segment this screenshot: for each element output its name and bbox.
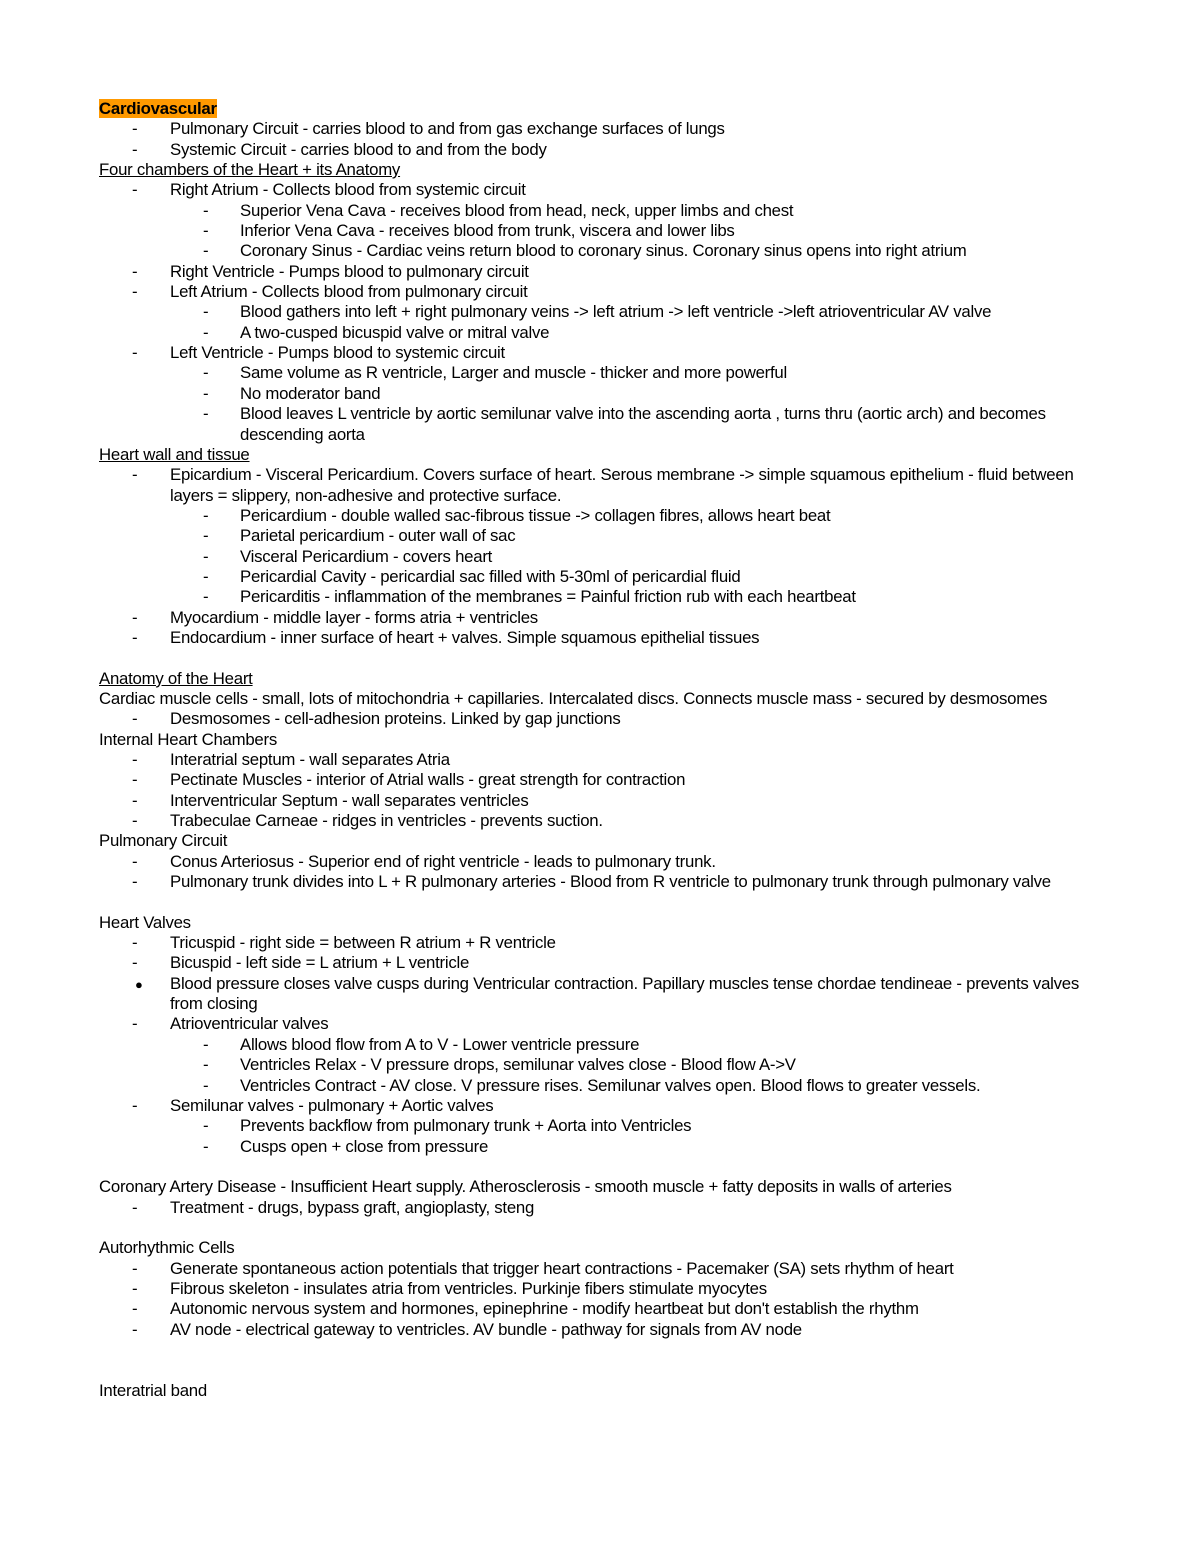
line-text: Ventricles Relax - V pressure drops, semilunar valves close - Blood flow A->V (240, 1055, 796, 1075)
line-text: Atrioventricular valves (170, 1014, 329, 1034)
line-text: Epicardium - Visceral Pericardium. Covers surface of heart. Serous membrane -> simple squamous epithelium - fluid between layers = slippery, non-adhesive and protective surface. (170, 465, 1074, 505)
line-text: Left Ventricle - Pumps blood to systemic circuit (170, 343, 505, 363)
dash-marker: - (203, 546, 209, 566)
list-item (99, 1279, 1099, 1299)
list-item (99, 628, 1099, 648)
line-text: Trabeculae Carneae - ridges in ventricles - prevents suction. (170, 811, 603, 831)
sub-list-item (99, 363, 1099, 383)
line-text: Allows blood flow from A to V - Lower ventricle pressure (240, 1034, 640, 1054)
line-text: Heart wall and tissue (99, 444, 250, 464)
dash-marker: - (132, 872, 138, 892)
dash-marker: - (203, 526, 209, 546)
dash-marker: - (132, 282, 138, 302)
list-item (99, 933, 1099, 953)
dash-marker: - (132, 139, 138, 159)
dash-marker: - (203, 200, 209, 220)
dash-marker: - (203, 322, 209, 342)
line-text: Interventricular Septum - wall separates ventricles (170, 790, 529, 810)
dash-marker: - (132, 770, 138, 790)
line-text: Internal Heart Chambers (99, 729, 277, 749)
list-item (99, 791, 1099, 811)
sub-list-item (99, 241, 1099, 261)
line-text: Heart Valves (99, 912, 191, 932)
list-item (99, 953, 1099, 973)
line-text: Anatomy of the Heart (99, 668, 253, 688)
list-item (99, 608, 1099, 628)
line-text: Blood gathers into left + right pulmonary veins -> left atrium -> left ventricle ->left atrioventricular AV valve (240, 302, 992, 322)
line-text: Ventricles Contract - AV close. V pressure rises. Semilunar valves open. Blood flows to greater vessels. (240, 1075, 981, 1095)
dash-marker: - (132, 1197, 138, 1217)
line-text: Parietal pericardium - outer wall of sac (240, 526, 516, 546)
dash-marker: - (203, 1075, 209, 1095)
dash-marker: - (132, 627, 138, 647)
list-item (99, 1259, 1099, 1279)
dash-marker: - (132, 811, 138, 831)
sub-list-item (99, 323, 1099, 343)
sub-list-item (99, 587, 1099, 607)
line-text: AV node - electrical gateway to ventricles. AV bundle - pathway for signals from AV node (170, 1319, 802, 1339)
line-text: Endocardium - inner surface of heart + valves. Simple squamous epithelial tissues (170, 627, 760, 647)
paragraph-line (99, 730, 1099, 750)
list-item (99, 1320, 1099, 1340)
line-text: Superior Vena Cava - receives blood from head, neck, upper limbs and chest (240, 200, 794, 220)
line-text: Fibrous skeleton - insulates atria from ventricles. Purkinje fibers stimulate myocytes (170, 1278, 767, 1298)
line-text: Cusps open + close from pressure (240, 1136, 489, 1156)
dash-marker: - (203, 363, 209, 383)
list-item (99, 770, 1099, 790)
list-item (99, 750, 1099, 770)
list-item (99, 709, 1099, 729)
line-text: Right Ventricle - Pumps blood to pulmonary circuit (170, 261, 529, 281)
line-text: Pericardial Cavity - pericardial sac filled with 5-30ml of pericardial fluid (240, 566, 741, 586)
section-heading (99, 160, 1099, 180)
line-text: Same volume as R ventricle, Larger and muscle - thicker and more powerful (240, 363, 787, 383)
paragraph-line (99, 689, 1099, 709)
list-item (99, 811, 1099, 831)
dash-marker: - (132, 607, 138, 627)
dash-marker: - (132, 1278, 138, 1298)
line-text: Pericardium - double walled sac-fibrous tissue -> collagen fibres, allows heart beat (240, 505, 831, 525)
line-text: A two-cusped bicuspid valve or mitral valve (240, 322, 550, 342)
document-lines (99, 119, 1099, 1401)
line-text: Pulmonary trunk divides into L + R pulmonary arteries - Blood from R ventricle to pulmonary trunk through pulmonary valve (170, 872, 1051, 892)
list-item (99, 140, 1099, 160)
list-item (99, 119, 1099, 139)
section-heading (99, 669, 1099, 689)
dash-marker: - (132, 1258, 138, 1278)
line-text: Four chambers of the Heart + its Anatomy (99, 160, 401, 180)
dash-marker: - (132, 119, 138, 139)
line-text: Interatrial septum - wall separates Atria (170, 750, 450, 769)
list-item (99, 1299, 1099, 1319)
blank-line (99, 648, 1099, 668)
sub-list-item (99, 1055, 1099, 1075)
sub-list-item (99, 526, 1099, 546)
blank-line (99, 1360, 1099, 1380)
sub-list-item (99, 221, 1099, 241)
line-text: Treatment - drugs, bypass graft, angioplasty, steng (170, 1197, 535, 1217)
dash-marker: - (203, 221, 209, 241)
sub-list-item (99, 302, 1099, 322)
line-text: Myocardium - middle layer - forms atria + ventricles (170, 607, 538, 627)
list-item (99, 852, 1099, 872)
line-text: Pericarditis - inflammation of the membranes = Painful friction rub with each heartbeat (240, 587, 856, 607)
dash-marker: - (203, 1116, 209, 1136)
dash-marker: - (132, 953, 138, 973)
paragraph-line (99, 1177, 1099, 1197)
paragraph-line (99, 913, 1099, 933)
line-text: Bicuspid - left side = L atrium + L ventricle (170, 953, 470, 973)
list-item (99, 465, 1099, 506)
line-text: Conus Arteriosus - Superior end of right ventricle - leads to pulmonary trunk. (170, 851, 716, 871)
line-text: Prevents backflow from pulmonary trunk + Aorta into Ventricles (240, 1116, 692, 1136)
list-item (99, 1014, 1099, 1034)
line-text: Pulmonary Circuit (99, 831, 228, 851)
dash-marker: - (132, 343, 138, 363)
dash-marker: - (132, 1319, 138, 1339)
line-text: Coronary Sinus - Cardiac veins return blood to coronary sinus. Coronary sinus opens into right atrium (240, 241, 967, 261)
dash-marker: - (203, 302, 209, 322)
blank-line (99, 1218, 1099, 1238)
line-text: Tricuspid - right side = between R atrium + R ventricle (170, 933, 556, 953)
line-text: Autorhythmic Cells (99, 1238, 235, 1258)
list-item (99, 282, 1099, 302)
dash-marker: - (132, 933, 138, 953)
list-item (99, 262, 1099, 282)
dash-marker: - (132, 750, 138, 769)
sub-list-item (99, 567, 1099, 587)
document-title-line (99, 99, 1099, 119)
dash-marker: - (132, 1299, 138, 1319)
line-text: Pectinate Muscles - interior of Atrial walls - great strength for contraction (170, 770, 686, 790)
sub-list-item (99, 1116, 1099, 1136)
line-text: Coronary Artery Disease - Insufficient Heart supply. Atherosclerosis - smooth muscle + fatty deposits in walls of arteries (99, 1177, 952, 1197)
sub-list-item (99, 384, 1099, 404)
dash-marker: - (203, 587, 209, 607)
dash-marker: - (132, 851, 138, 871)
sub-list-item (99, 1076, 1099, 1096)
sub-list-item (99, 1035, 1099, 1055)
line-text: Semilunar valves - pulmonary + Aortic valves (170, 1095, 494, 1115)
list-item (99, 872, 1099, 892)
sub-list-item (99, 506, 1099, 526)
list-item (99, 180, 1099, 200)
dash-marker: - (203, 404, 209, 424)
line-text: Blood leaves L ventricle by aortic semilunar valve into the ascending aorta , turns thru (aortic arch) and becomes descending aorta (240, 404, 1046, 444)
blank-line (99, 1340, 1099, 1360)
dash-marker: - (132, 180, 138, 200)
dash-marker: - (132, 261, 138, 281)
line-text: Autonomic nervous system and hormones, epinephrine - modify heartbeat but don't establish the rhythm (170, 1299, 919, 1319)
paragraph-line (99, 831, 1099, 851)
line-text: Visceral Pericardium - covers heart (240, 546, 493, 566)
document-title: Cardiovascular (99, 99, 217, 118)
sub-list-item (99, 547, 1099, 567)
list-item (99, 1096, 1099, 1116)
dash-marker: - (203, 383, 209, 403)
dash-marker: - (203, 566, 209, 586)
line-text: Generate spontaneous action potentials that trigger heart contractions - Pacemaker (SA) sets rhythm of heart (170, 1258, 954, 1278)
bullet-marker: ● (135, 976, 143, 992)
line-text: Interatrial band (99, 1380, 207, 1400)
line-text: Inferior Vena Cava - receives blood from trunk, viscera and lower libs (240, 221, 735, 241)
line-text: Blood pressure closes valve cusps during Ventricular contraction. Papillary muscles tense chordae tendineae - prevents valves from closing (170, 973, 1079, 1014)
sub-list-item (99, 1137, 1099, 1157)
line-text: Cardiac muscle cells - small, lots of mitochondria + capillaries. Intercalated discs. Connects muscle mass - secured by desmosomes (99, 688, 1048, 708)
dash-marker: - (203, 1055, 209, 1075)
dash-marker: - (203, 1136, 209, 1156)
line-text: No moderator band (240, 383, 381, 403)
list-item (99, 1198, 1099, 1218)
line-text: Pulmonary Circuit - carries blood to and from gas exchange surfaces of lungs (170, 119, 725, 139)
line-text: Systemic Circuit - carries blood to and from the body (170, 139, 547, 159)
sub-list-item (99, 201, 1099, 221)
dash-marker: - (132, 465, 138, 485)
line-text: Right Atrium - Collects blood from systemic circuit (170, 180, 526, 200)
line-text: Desmosomes - cell-adhesion proteins. Linked by gap junctions (170, 709, 621, 729)
dash-marker: - (203, 241, 209, 261)
dash-marker: - (132, 709, 138, 729)
blank-line (99, 1157, 1099, 1177)
dash-marker: - (203, 505, 209, 525)
paragraph-line (99, 1238, 1099, 1258)
dash-marker: - (132, 1095, 138, 1115)
dash-marker: - (203, 1034, 209, 1054)
line-text: Left Atrium - Collects blood from pulmonary circuit (170, 282, 528, 302)
blank-line (99, 892, 1099, 912)
paragraph-line (99, 1381, 1099, 1401)
dash-marker: - (132, 790, 138, 810)
section-heading (99, 445, 1099, 465)
list-item (99, 343, 1099, 363)
document-body (99, 99, 1099, 1401)
dash-marker: - (132, 1014, 138, 1034)
sub-list-item (99, 404, 1099, 445)
list-item (99, 974, 1099, 1015)
